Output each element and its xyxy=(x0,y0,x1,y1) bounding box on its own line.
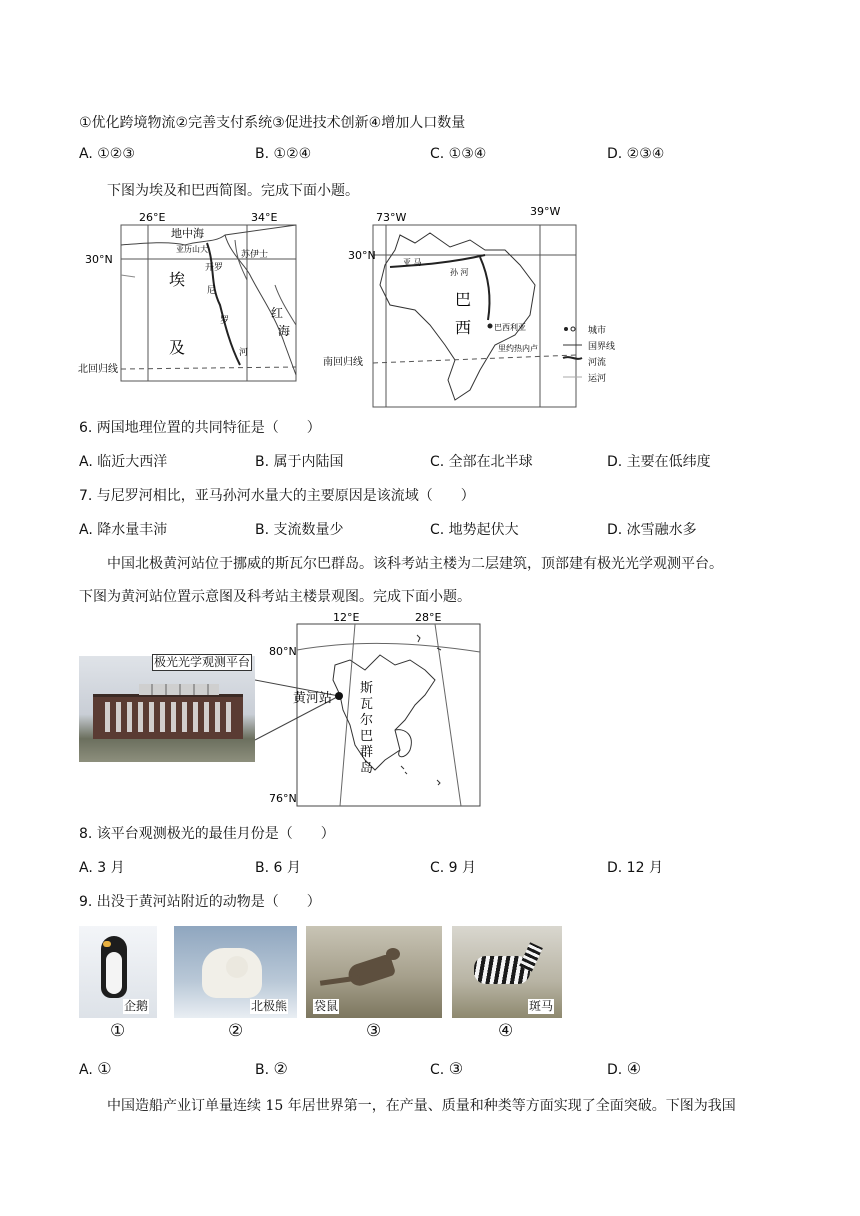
q5-option-d: D. ②③④ xyxy=(607,146,665,162)
polar-bear-number: ② xyxy=(228,1021,244,1041)
q9-option-a: A. ① xyxy=(79,1059,112,1078)
brazil-country2: 西 xyxy=(455,318,472,337)
egypt-country1: 埃 xyxy=(169,270,186,289)
intro-egypt-brazil: 下图为埃及和巴西简图。完成下面小题。 xyxy=(107,183,359,199)
egypt-nile1: 尼 xyxy=(207,286,217,296)
intro-arctic-line1: 中国北极黄河站位于挪威的斯瓦尔巴群岛。该科考站主楼为二层建筑，顶部建有极光光学观测平台。 xyxy=(107,556,723,572)
brazil-legend-canal: 运河 xyxy=(588,374,607,384)
brazil-lat: 30°N xyxy=(348,249,376,262)
island-char5: 群 xyxy=(360,745,374,760)
island-char1: 斯 xyxy=(360,681,374,696)
brazil-map xyxy=(320,205,620,410)
egypt-redsea1: 红 xyxy=(271,306,284,320)
island-char4: 巴 xyxy=(360,729,374,744)
egypt-map xyxy=(75,205,310,385)
egypt-alex: 亚历山大 xyxy=(176,245,208,254)
kangaroo-label: 袋鼠 xyxy=(314,999,339,1013)
brazil-tropic: 南回归线 xyxy=(323,357,363,368)
station-photo xyxy=(79,656,255,762)
brazil-legend-river: 河流 xyxy=(588,358,607,368)
brazil-sunhe: 孙 河 xyxy=(450,268,469,277)
q7-text: 7. 与尼罗河相比，亚马孙河水量大的主要原因是该流域（ ） xyxy=(79,488,475,504)
brazil-rio: 里约热内卢 xyxy=(498,344,538,353)
island-char2: 瓦 xyxy=(360,697,374,712)
egypt-nile2: 罗 xyxy=(220,316,230,326)
q6-option-a: A. 临近大西洋 xyxy=(79,454,168,470)
q9-option-b: B. ② xyxy=(255,1059,288,1078)
zebra-number: ④ xyxy=(498,1021,514,1041)
photo-label: 极光光学观测平台 xyxy=(154,655,251,669)
q6-text: 6. 两国地理位置的共同特征是（ ） xyxy=(79,420,321,436)
egypt-nile3: 河 xyxy=(239,348,249,358)
q9-option-a-mark: ① xyxy=(97,1059,112,1078)
q9-text: 9. 出没于黄河站附近的动物是（ ） xyxy=(79,894,321,910)
svalbard-map xyxy=(255,610,487,810)
egypt-lon1: 26°E xyxy=(139,211,166,224)
penguin-number: ① xyxy=(110,1021,126,1041)
island-char6: 岛 xyxy=(360,761,374,776)
svalbard-lat2: 76°N xyxy=(269,792,297,805)
egypt-lat: 30°N xyxy=(85,253,113,266)
q9-option-c-mark: ③ xyxy=(448,1059,464,1078)
egypt-suez: 苏伊士 xyxy=(241,250,269,260)
svalbard-lon1: 12°E xyxy=(333,611,360,624)
q6-option-d: D. 主要在低纬度 xyxy=(607,454,711,470)
q7-option-b: B. 支流数量少 xyxy=(255,522,344,538)
egypt-lon2: 34°E xyxy=(251,211,278,224)
q9-option-d: D. ④ xyxy=(607,1059,642,1078)
intro-shipbuilding: 中国造船产业订单量连续 15 年居世界第一，在产量、质量和种类等方面实现了全面突破。下图为我国 xyxy=(107,1098,736,1114)
brazil-country1: 巴 xyxy=(455,290,472,309)
penguin-label: 企鹅 xyxy=(124,999,149,1013)
egypt-redsea2: 海 xyxy=(278,324,291,338)
q8-option-b: B. 6 月 xyxy=(255,860,301,876)
q5-option-c: C. ①③④ xyxy=(430,146,487,162)
q5-statements: ①优化跨境物流②完善支付系统③促进技术创新④增加人口数量 xyxy=(79,115,466,131)
egypt-tropic: 北回归线 xyxy=(78,364,118,375)
egypt-country2: 及 xyxy=(169,338,186,357)
brazil-legend-city: 城市 xyxy=(588,326,607,336)
q9-option-b-mark: ② xyxy=(273,1059,288,1078)
polar-bear-label: 北极熊 xyxy=(251,999,288,1013)
q5-option-b: B. ①②④ xyxy=(255,146,312,162)
brazil-brasilia: 巴西利亚 xyxy=(494,323,526,332)
svalbard-lat1: 80°N xyxy=(269,645,297,658)
brazil-amazon: 亚 马 xyxy=(403,258,422,267)
island-char3: 尔 xyxy=(360,713,374,728)
brazil-lon1: 73°W xyxy=(376,211,407,224)
q8-option-a: A. 3 月 xyxy=(79,860,125,876)
intro-arctic-line2: 下图为黄河站位置示意图及科考站主楼景观图。完成下面小题。 xyxy=(79,589,471,605)
kangaroo-number: ③ xyxy=(366,1021,382,1041)
q9-option-c: C. ③ xyxy=(430,1059,464,1078)
svalbard-lon2: 28°E xyxy=(415,611,442,624)
q5-option-a: A. ①②③ xyxy=(79,146,135,162)
brazil-legend-border: 国界线 xyxy=(588,342,616,352)
brazil-lon2: 39°W xyxy=(530,205,561,218)
q8-text: 8. 该平台观测极光的最佳月份是（ ） xyxy=(79,826,335,842)
q9-option-d-mark: ④ xyxy=(626,1059,642,1078)
egypt-sea: 地中海 xyxy=(171,227,204,240)
q7-option-c: C. 地势起伏大 xyxy=(430,522,519,538)
q8-option-c: C. 9 月 xyxy=(430,860,477,876)
q6-option-b: B. 属于内陆国 xyxy=(255,454,344,470)
egypt-cairo: 开罗 xyxy=(205,263,224,273)
q8-option-d: D. 12 月 xyxy=(607,860,663,876)
station-name: 黄河站 xyxy=(293,691,333,706)
q7-option-a: A. 降水量丰沛 xyxy=(79,522,168,538)
q6-option-c: C. 全部在北半球 xyxy=(430,454,533,470)
zebra-label: 斑马 xyxy=(529,999,554,1013)
q7-option-d: D. 冰雪融水多 xyxy=(607,522,697,538)
